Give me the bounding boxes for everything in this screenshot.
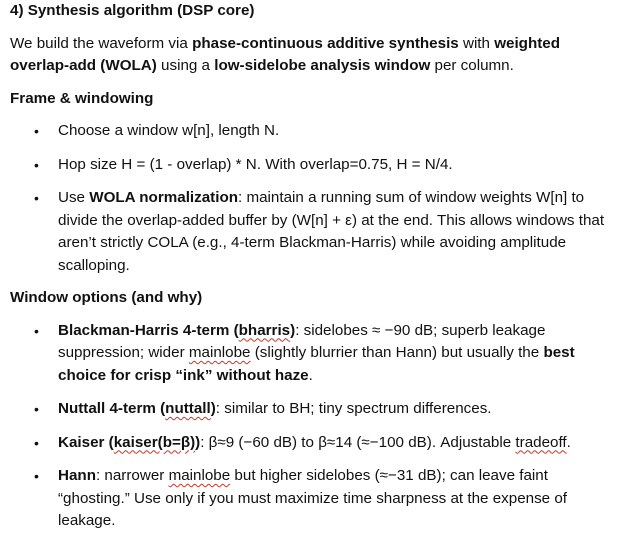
bullet-icon: • xyxy=(34,322,39,339)
intro-bold-3: low-sidelobe analysis window xyxy=(214,57,431,74)
window-item-hann xyxy=(58,467,567,529)
intro-bold-2: weighted overlap-add (WOLA) xyxy=(10,34,561,74)
kaiser-text-2: . xyxy=(566,433,571,451)
frame-heading: Frame & windowing xyxy=(10,89,154,107)
nuttall-text: : similar to BH; tiny spectrum differences. xyxy=(215,400,492,417)
frame-item-3-prefix: Use xyxy=(58,189,90,206)
section-title: 4) Synthesis algorithm (DSP core) xyxy=(10,2,255,19)
list-item xyxy=(10,154,610,177)
nuttall-label-close: ) xyxy=(210,400,216,417)
frame-item-3-bold: WOLA normalization xyxy=(89,189,239,206)
frame-item-1: Choose a window w[n], length N. xyxy=(58,122,280,139)
kaiser-label-open: Kaiser ( xyxy=(58,433,114,451)
intro-paragraph xyxy=(10,33,610,78)
nuttall-code: nuttall xyxy=(165,400,211,417)
bharris-mainlobe: mainlobe xyxy=(188,344,251,361)
intro-text-4: per column. xyxy=(430,57,514,74)
nuttall-label xyxy=(58,400,216,417)
window-item-nuttall xyxy=(58,400,492,417)
intro-text-1: We build the waveform via xyxy=(10,34,193,52)
intro-text-3: using a xyxy=(156,57,215,74)
bullet-icon: • xyxy=(34,190,39,206)
bharris-text-2: (slightly blurrier than Hann) but usually the xyxy=(250,344,544,361)
windows-list xyxy=(10,320,610,533)
kaiser-label-close: ) xyxy=(195,433,201,451)
list-item xyxy=(10,320,610,388)
frame-list xyxy=(10,120,610,277)
frame-item-3-rest: : maintain a running sum of window weights W[n] to divide the overlap-added buffer by (W[n] + ε) at the end. This allows windows that aren’t strictly COLA (e.g., 4-term Blackman-Harris) while avoiding amplitude scalloping. xyxy=(58,189,605,274)
bullet-icon: • xyxy=(34,156,39,173)
kaiser-text-1: : β≈9 (−60 dB) to β≈14 (≈−100 dB). Adjustable xyxy=(200,433,516,451)
intro-bold-1: phase-continuous additive synthesis xyxy=(192,34,459,52)
bharris-label xyxy=(58,322,295,339)
list-item xyxy=(10,432,610,455)
list-item xyxy=(10,187,610,277)
bullet-icon: • xyxy=(34,468,39,484)
frame-item-2: Hop size H = (1 - overlap) * N. With overlap=0.75, H = N/4. xyxy=(58,155,453,173)
window-item-bharris xyxy=(58,322,575,384)
hann-text-2: but higher sidelobes (≈−31 dB); can leave faint “ghosting.” Use only if you must maximize time sharpness at the expense of leakage. xyxy=(58,467,568,529)
bharris-label-close: ) xyxy=(290,321,296,339)
kaiser-code: kaiser(b=β) xyxy=(113,433,196,451)
bullet-icon: • xyxy=(34,434,39,451)
nuttall-label-open: Nuttall 4-term ( xyxy=(58,400,166,417)
frame-item-3 xyxy=(58,189,604,274)
bharris-text-1: : sidelobes ≈ −90 dB; superb leakage suppression; wider xyxy=(58,321,546,361)
list-item xyxy=(10,465,610,533)
hann-text-1: : narrower xyxy=(95,467,169,484)
kaiser-tradeoff: tradeoff xyxy=(515,433,567,451)
windows-heading: Window options (and why) xyxy=(10,289,203,306)
bharris-bold-2: best choice for crisp “ink” without haze xyxy=(58,344,575,384)
bharris-label-open: Blackman-Harris 4-term ( xyxy=(58,321,239,339)
list-item xyxy=(10,120,610,143)
bharris-code: bharris xyxy=(238,321,291,339)
bharris-text-3: . xyxy=(308,366,313,384)
intro-text-2: with xyxy=(458,34,495,52)
hann-label: Hann xyxy=(58,467,96,484)
list-item xyxy=(10,398,610,421)
bullet-icon: • xyxy=(34,123,39,139)
window-item-kaiser xyxy=(58,434,571,451)
kaiser-label xyxy=(58,434,200,451)
bullet-icon: • xyxy=(34,401,39,417)
hann-mainlobe: mainlobe xyxy=(168,467,231,484)
